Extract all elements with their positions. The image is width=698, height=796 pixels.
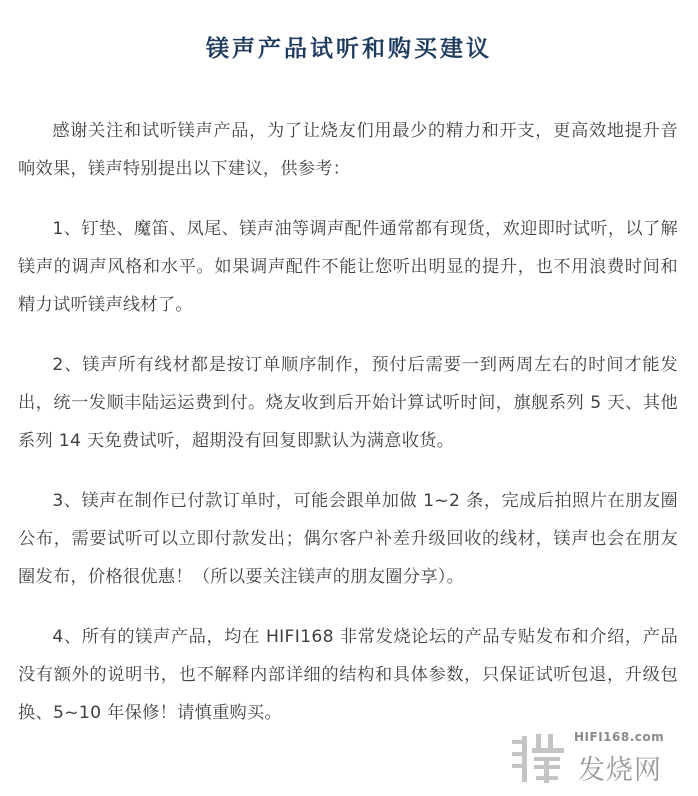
watermark-url: HIFI168.com <box>574 730 665 744</box>
page-title: 镁声产品试听和购买建议 <box>206 36 492 62</box>
paragraph-1: 1、钉垫、魔笛、凤尾、镁声油等调声配件通常都有现货，欢迎即时试听，以了解镁声的调声风格和水平。如果调声配件不能让您听出明显的提升，也不用浪费时间和精力试听镁声线材了。 <box>18 219 678 315</box>
paragraph-4: 4、所有的镁声产品，均在 HIFI168 非常发烧论坛的产品专贴发布和介绍，产品没有额外的说明书，也不解释内部详细的结构和具体参数，只保证试听包退，升级包换、5~10 年保修！请慎重购买。 <box>18 627 678 723</box>
paragraph-intro: 感谢关注和试听镁声产品，为了让烧友们用最少的精力和开支，更高效地提升音响效果，镁声特别提出以下建议，供参考： <box>18 121 678 179</box>
watermark-logo-icon <box>506 730 576 786</box>
paragraph-2: 2、镁声所有线材都是按订单顺序制作，预付后需要一到两周左右的时间才能发出，统一发顺丰陆运运费到付。烧友收到后开始计算试听时间，旗舰系列 5 天、其他系列 14 天免费试听，超期没有回复即默认为满意收货。 <box>18 355 678 451</box>
watermark-name: 发烧网 <box>578 755 662 786</box>
article-body <box>18 112 678 754</box>
watermark <box>506 726 686 788</box>
paragraph-3: 3、镁声在制作已付款订单时，可能会跟单加做 1~2 条，完成后拍照片在朋友圈公布，需要试听可以立即付款发出；偶尔客户补差升级回收的线材，镁声也会在朋友圈发布，价格很优惠！（所以要关注镁声的朋友圈分享）。 <box>18 491 678 587</box>
